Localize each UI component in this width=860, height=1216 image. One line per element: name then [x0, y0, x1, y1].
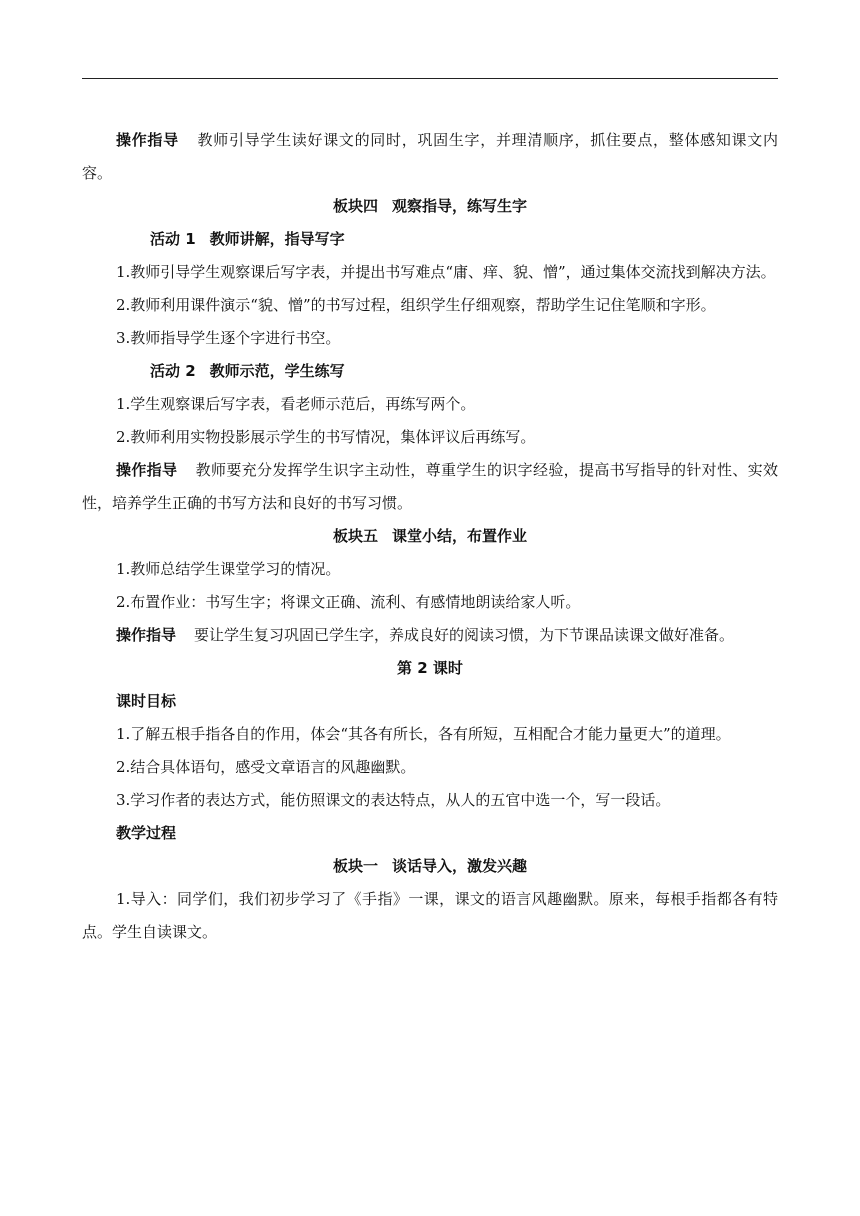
list-item: 1.教师总结学生课堂学习的情况。 — [116, 560, 341, 578]
header-rule — [82, 78, 778, 79]
lead-text: 同学们，我们初步学习了《手指》一课，课文的语言风趣幽默。原来，每根手指都各有特点。学生自读课文。 — [82, 890, 778, 941]
section-title: 课堂小结，布置作业 — [392, 527, 528, 545]
list-item: 1.教师引导学生观察课后写字表，并提出书写难点“庸、痒、貌、憎”，通过集体交流找到解决方法。 — [116, 263, 776, 281]
guide-label: 操作指导 — [116, 461, 178, 479]
section-label: 板块五 — [332, 527, 378, 545]
activity-heading — [82, 355, 778, 388]
section-heading — [82, 850, 778, 883]
lead-label: 1.导入： — [116, 890, 177, 908]
activity-title: 教师讲解，指导写字 — [209, 230, 345, 248]
guide-text: 教师引导学生读好课文的同时，巩固生字，并理清顺序，抓住要点，整体感知课文内容。 — [82, 131, 778, 182]
list-item: 2.教师利用课件演示“貌、憎”的书写过程，组织学生仔细观察，帮助学生记住笔顺和字形。 — [116, 296, 716, 314]
document-body — [82, 124, 778, 949]
activity-heading — [82, 223, 778, 256]
section-label: 板块一 — [332, 857, 378, 875]
guide-text: 教师要充分发挥学生识字主动性，尊重学生的识字经验，提高书写指导的针对性、实效性，培养学生正确的书写方法和良好的书写习惯。 — [82, 461, 778, 512]
guide-text: 要让学生复习巩固已学生字，养成良好的阅读习惯，为下节课品读课文做好准备。 — [194, 626, 735, 644]
guide-label: 操作指导 — [116, 131, 179, 149]
lesson-heading: 第 2 课时 — [397, 659, 463, 677]
activity-label: 活动 2 — [150, 362, 196, 380]
guide-paragraph — [82, 619, 778, 652]
list-item: 2.教师利用实物投影展示学生的书写情况，集体评议后再练写。 — [116, 428, 536, 446]
lead-paragraph — [82, 883, 778, 949]
section-heading — [82, 190, 778, 223]
list-item: 1.学生观察课后写字表，看老师示范后，再练写两个。 — [116, 395, 476, 413]
section-title: 观察指导，练写生字 — [392, 197, 528, 215]
list-item: 3.学习作者的表达方式，能仿照课文的表达特点，从人的五官中选一个，写一段话。 — [116, 791, 671, 809]
guide-label: 操作指导 — [116, 626, 177, 644]
subheading-objectives: 课时目标 — [116, 692, 177, 710]
section-label: 板块四 — [332, 197, 378, 215]
activity-label: 活动 1 — [150, 230, 196, 248]
section-heading — [82, 520, 778, 553]
activity-title: 教师示范，学生练写 — [209, 362, 345, 380]
list-item: 1.了解五根手指各自的作用，体会“其各有所长，各有所短，互相配合才能力量更大”的道理。 — [116, 725, 731, 743]
guide-paragraph — [82, 124, 778, 190]
list-item: 3.教师指导学生逐个字进行书空。 — [116, 329, 341, 347]
subheading-process: 教学过程 — [116, 824, 177, 842]
guide-paragraph — [82, 454, 778, 520]
list-item: 2.布置作业：书写生字；将课文正确、流利、有感情地朗读给家人听。 — [116, 593, 581, 611]
section-title: 谈话导入，激发兴趣 — [392, 857, 528, 875]
list-item: 2.结合具体语句，感受文章语言的风趣幽默。 — [116, 758, 416, 776]
